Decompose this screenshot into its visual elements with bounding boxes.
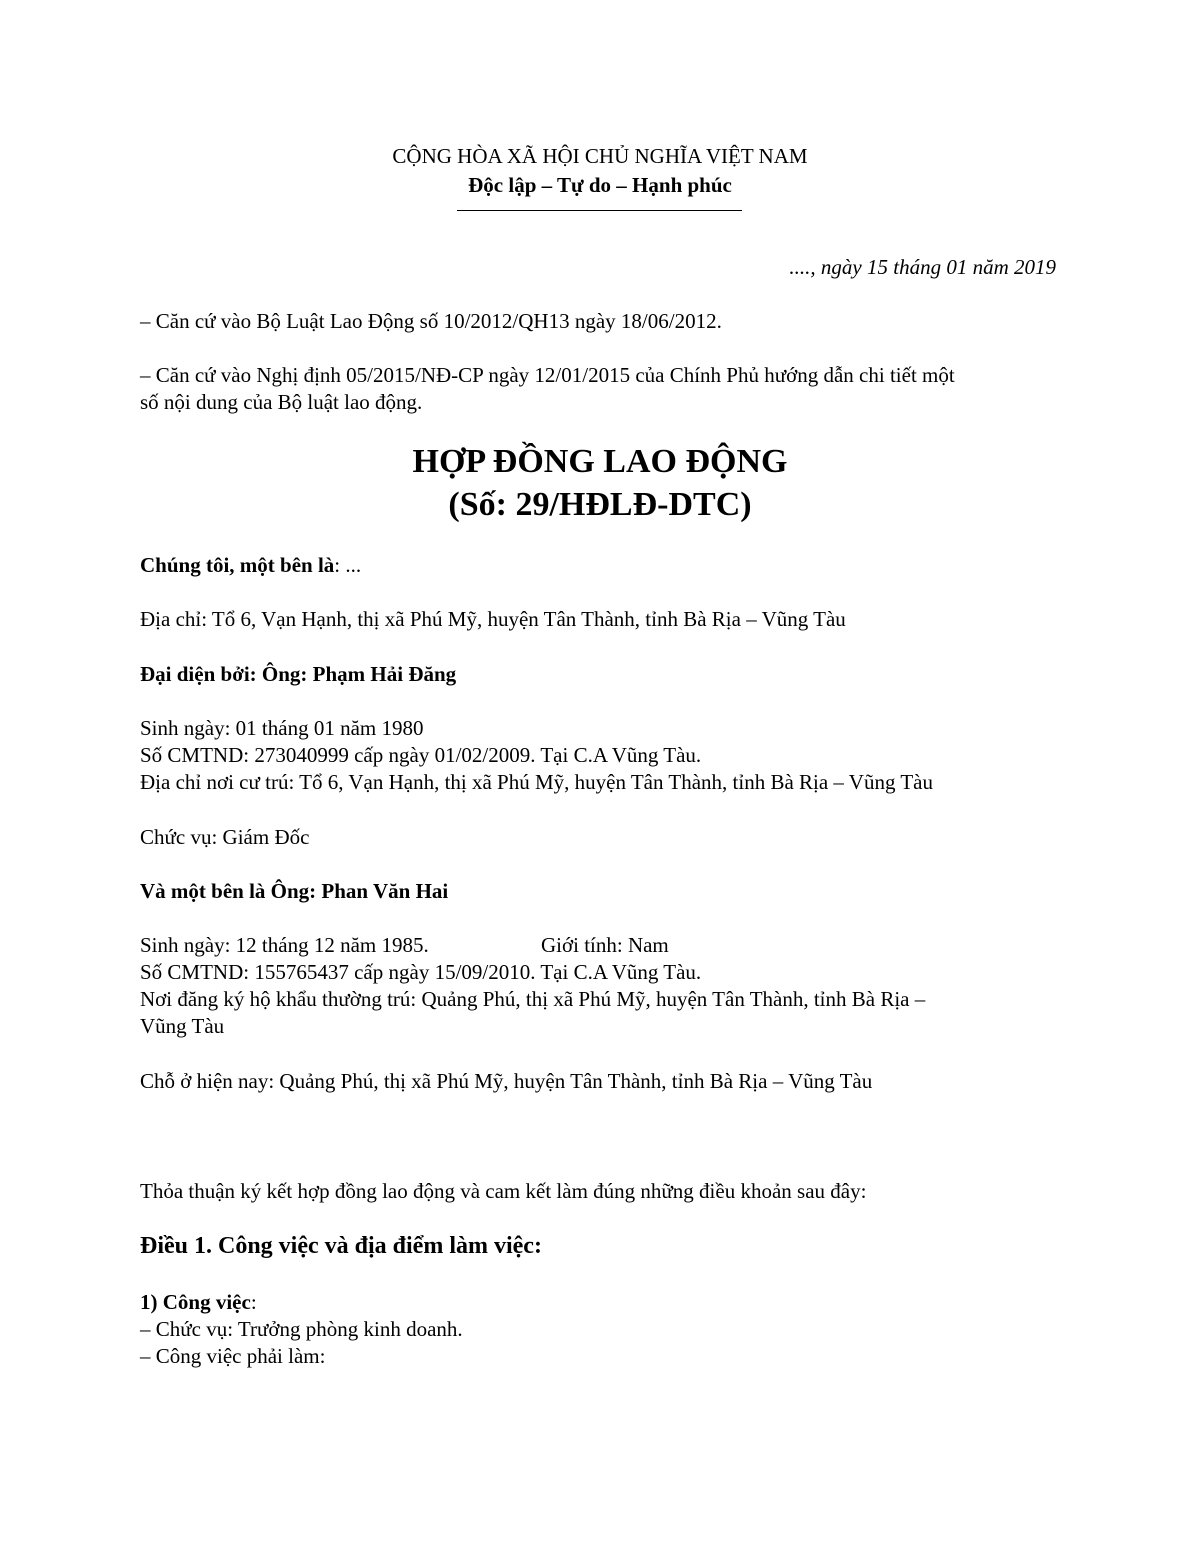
party-a-intro <box>140 552 361 578</box>
legal-basis-1: – Căn cứ vào Bộ Luật Lao Động số 10/2012/QH13 ngày 18/06/2012. <box>140 309 722 333</box>
party-b-current-residence: Chỗ ở hiện nay: Quảng Phú, thị xã Phú Mỹ, huyện Tân Thành, tỉnh Bà Rịa – Vũng Tàu <box>140 1069 873 1093</box>
party-a-intro-value: : ... <box>334 553 362 577</box>
legal-basis-2: – Căn cứ vào Nghị định 05/2015/NĐ-CP ngày 12/01/2015 của Chính Phủ hướng dẫn chi tiết một <box>140 363 955 387</box>
article-1-position: – Chức vụ: Trưởng phòng kinh doanh. <box>140 1317 463 1341</box>
party-b-birth: Sinh ngày: 12 tháng 12 năm 1985. <box>140 933 429 957</box>
legal-basis-2-cont: số nội dung của Bộ luật lao động. <box>140 390 423 414</box>
country-heading: CỘNG HÒA XÃ HỘI CHỦ NGHĨA VIỆT NAM <box>392 144 808 168</box>
sub-1-colon: : <box>250 1290 257 1314</box>
sub-1-label: 1) Công việc <box>140 1290 251 1314</box>
date-line: ...., ngày 15 tháng 01 năm 2019 <box>789 255 1056 279</box>
party-b-id-card: Số CMTND: 155765437 cấp ngày 15/09/2010. Tại C.A Vũng Tàu. <box>140 960 702 984</box>
contract-number: (Số: 29/HĐLĐ-DTC) <box>448 486 752 523</box>
party-b-gender: Giới tính: Nam <box>541 933 669 957</box>
party-b-household-cont: Vũng Tàu <box>140 1014 225 1038</box>
agreement-statement: Thỏa thuận ký kết hợp đồng lao động và cam kết làm đúng những điều khoản sau đây: <box>140 1179 867 1203</box>
party-a-position: Chức vụ: Giám Đốc <box>140 825 310 849</box>
party-b-household: Nơi đăng ký hộ khẩu thường trú: Quảng Phú, thị xã Phú Mỹ, huyện Tân Thành, tỉnh Bà Rịa – <box>140 987 926 1011</box>
header-divider <box>457 210 742 211</box>
article-1-heading: Điều 1. Công việc và địa điểm làm việc: <box>140 1233 542 1259</box>
party-a-residence: Địa chỉ nơi cư trú: Tổ 6, Vạn Hạnh, thị xã Phú Mỹ, huyện Tân Thành, tỉnh Bà Rịa – Vũng Tàu <box>140 770 933 794</box>
motto: Độc lập – Tự do – Hạnh phúc <box>468 173 732 197</box>
party-a-representative: Đại diện bởi: Ông: Phạm Hải Đăng <box>140 662 457 686</box>
document-title: HỢP ĐỒNG LAO ĐỘNG <box>412 443 788 480</box>
party-b-intro: Và một bên là Ông: Phan Văn Hai <box>140 879 449 903</box>
party-a-id-card: Số CMTND: 273040999 cấp ngày 01/02/2009. Tại C.A Vũng Tàu. <box>140 743 702 767</box>
party-a-birth: Sinh ngày: 01 tháng 01 năm 1980 <box>140 716 424 740</box>
article-1-sub-1 <box>140 1289 257 1315</box>
party-a-intro-label: Chúng tôi, một bên là <box>140 553 335 577</box>
article-1-tasks: – Công việc phải làm: <box>140 1344 326 1368</box>
party-a-address: Địa chỉ: Tổ 6, Vạn Hạnh, thị xã Phú Mỹ, huyện Tân Thành, tỉnh Bà Rịa – Vũng Tàu <box>140 607 846 631</box>
